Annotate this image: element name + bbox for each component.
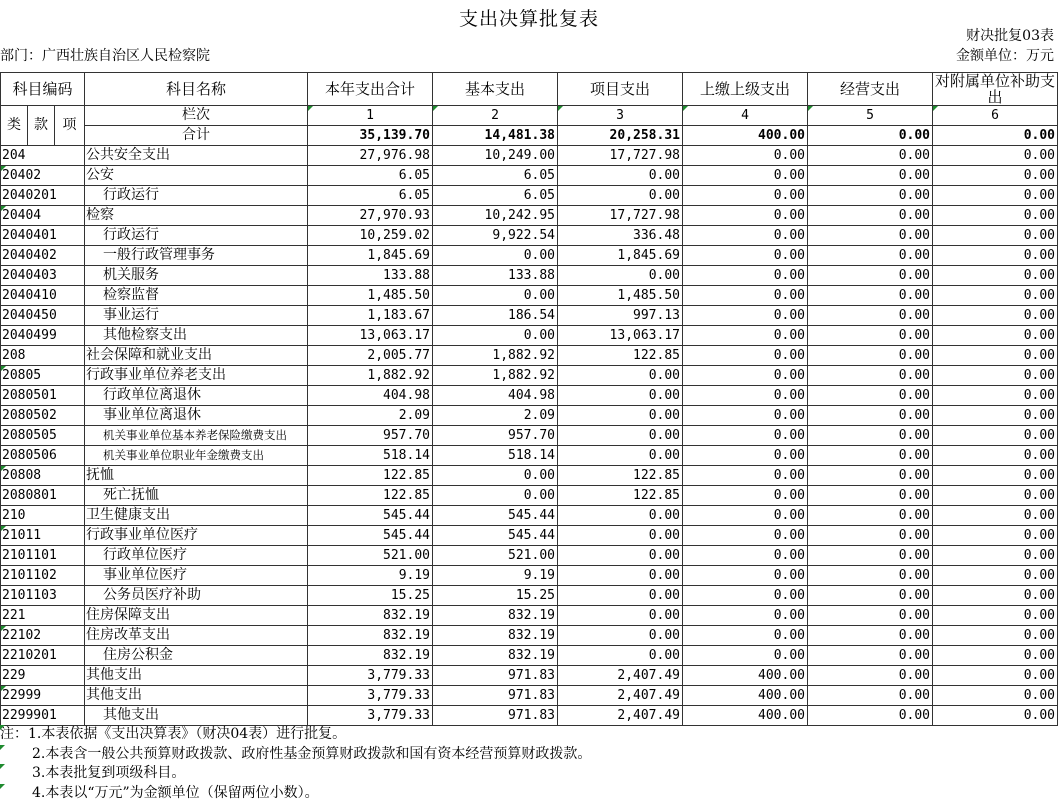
- table-row: [1, 166, 1058, 186]
- form-number: 财决批复03表: [966, 28, 1054, 44]
- row-value-col-1: 3,779.33: [308, 666, 433, 686]
- row-code: 2210201: [1, 646, 85, 666]
- row-value-col-5: 0.00: [808, 246, 933, 266]
- row-value-col-3: 122.85: [558, 346, 683, 366]
- table-row: [1, 526, 1058, 546]
- row-value-col-3: 0.00: [558, 626, 683, 646]
- row-value-col-5: 0.00: [808, 686, 933, 706]
- header-col-2: 基本支出: [433, 73, 558, 106]
- row-value-col-3: 13,063.17: [558, 326, 683, 346]
- row-value-col-5: 0.00: [808, 606, 933, 626]
- table-row: [1, 586, 1058, 606]
- lanci-label: 栏次: [85, 106, 308, 126]
- row-name: 公共安全支出: [85, 146, 308, 166]
- row-value-col-5: 0.00: [808, 146, 933, 166]
- table-row: [1, 546, 1058, 566]
- row-code: 229: [1, 666, 85, 686]
- row-value-col-1: 2,005.77: [308, 346, 433, 366]
- row-code: 21011: [1, 526, 85, 546]
- row-name: 其他支出: [85, 706, 308, 726]
- lanci-row: [1, 106, 1058, 126]
- row-name: 事业运行: [85, 306, 308, 326]
- table-row: [1, 466, 1058, 486]
- header-xiang: 项: [55, 106, 85, 146]
- header-col-3: 项目支出: [558, 73, 683, 106]
- row-code: 20404: [1, 206, 85, 226]
- row-value-col-4: 0.00: [683, 366, 808, 386]
- table-row: [1, 606, 1058, 626]
- row-value-col-1: 15.25: [308, 586, 433, 606]
- total-row: [1, 126, 1058, 146]
- row-value-col-5: 0.00: [808, 386, 933, 406]
- row-value-col-1: 6.05: [308, 166, 433, 186]
- row-code: 22102: [1, 626, 85, 646]
- row-value-col-2: 957.70: [433, 426, 558, 446]
- table-row: [1, 566, 1058, 586]
- row-code: 210: [1, 506, 85, 526]
- row-value-col-4: 0.00: [683, 586, 808, 606]
- table-row: [1, 226, 1058, 246]
- row-value-col-1: 1,882.92: [308, 366, 433, 386]
- row-value-col-2: 2.09: [433, 406, 558, 426]
- row-value-col-5: 0.00: [808, 286, 933, 306]
- row-name: 其他检察支出: [85, 326, 308, 346]
- row-value-col-5: 0.00: [808, 306, 933, 326]
- row-value-col-6: 0.00: [933, 166, 1058, 186]
- header-code: 科目编码: [1, 73, 85, 106]
- row-value-col-1: 133.88: [308, 266, 433, 286]
- row-code: 2040401: [1, 226, 85, 246]
- total-value: 20,258.31: [558, 126, 683, 146]
- row-value-col-1: 1,485.50: [308, 286, 433, 306]
- row-value-col-3: 0.00: [558, 606, 683, 626]
- row-value-col-2: 404.98: [433, 386, 558, 406]
- row-value-col-5: 0.00: [808, 586, 933, 606]
- row-value-col-4: 0.00: [683, 626, 808, 646]
- row-value-col-5: 0.00: [808, 366, 933, 386]
- row-value-col-2: 971.83: [433, 706, 558, 726]
- header-col-5: 经营支出: [808, 73, 933, 106]
- notes: [0, 725, 591, 803]
- row-value-col-6: 0.00: [933, 706, 1058, 726]
- row-value-col-2: 0.00: [433, 246, 558, 266]
- row-value-col-3: 0.00: [558, 426, 683, 446]
- row-value-col-3: 0.00: [558, 566, 683, 586]
- unit-label: 金额单位：万元: [956, 48, 1054, 64]
- row-value-col-1: 122.85: [308, 486, 433, 506]
- row-value-col-2: 518.14: [433, 446, 558, 466]
- row-value-col-1: 10,259.02: [308, 226, 433, 246]
- row-value-col-4: 0.00: [683, 466, 808, 486]
- row-value-col-3: 0.00: [558, 186, 683, 206]
- row-value-col-1: 832.19: [308, 646, 433, 666]
- row-value-col-3: 0.00: [558, 386, 683, 406]
- row-value-col-1: 545.44: [308, 506, 433, 526]
- row-code: 2040402: [1, 246, 85, 266]
- row-name: 卫生健康支出: [85, 506, 308, 526]
- department-label: 部门：广西壮族自治区人民检察院: [0, 48, 210, 64]
- row-value-col-4: 0.00: [683, 226, 808, 246]
- row-value-col-5: 0.00: [808, 486, 933, 506]
- row-value-col-4: 0.00: [683, 506, 808, 526]
- row-value-col-4: 0.00: [683, 406, 808, 426]
- row-value-col-2: 832.19: [433, 646, 558, 666]
- row-value-col-2: 971.83: [433, 666, 558, 686]
- row-name: 检察: [85, 206, 308, 226]
- row-value-col-2: 6.05: [433, 186, 558, 206]
- row-value-col-4: 0.00: [683, 306, 808, 326]
- row-value-col-4: 0.00: [683, 266, 808, 286]
- row-value-col-1: 9.19: [308, 566, 433, 586]
- row-value-col-3: 1,485.50: [558, 286, 683, 306]
- row-value-col-5: 0.00: [808, 346, 933, 366]
- row-value-col-6: 0.00: [933, 406, 1058, 426]
- row-code: 2101103: [1, 586, 85, 606]
- row-value-col-3: 17,727.98: [558, 146, 683, 166]
- row-value-col-1: 957.70: [308, 426, 433, 446]
- row-name: 事业单位离退休: [85, 406, 308, 426]
- total-value: 35,139.70: [308, 126, 433, 146]
- row-value-col-2: 832.19: [433, 606, 558, 626]
- row-code: 2040201: [1, 186, 85, 206]
- row-value-col-6: 0.00: [933, 526, 1058, 546]
- row-value-col-5: 0.00: [808, 406, 933, 426]
- row-value-col-3: 2,407.49: [558, 706, 683, 726]
- row-value-col-5: 0.00: [808, 446, 933, 466]
- row-value-col-3: 0.00: [558, 506, 683, 526]
- row-name: 死亡抚恤: [85, 486, 308, 506]
- row-value-col-6: 0.00: [933, 466, 1058, 486]
- row-value-col-1: 1,183.67: [308, 306, 433, 326]
- row-code: 2040403: [1, 266, 85, 286]
- row-value-col-3: 0.00: [558, 166, 683, 186]
- row-value-col-2: 0.00: [433, 486, 558, 506]
- row-value-col-6: 0.00: [933, 366, 1058, 386]
- row-code: 20808: [1, 466, 85, 486]
- row-value-col-3: 0.00: [558, 406, 683, 426]
- row-name: 行政事业单位医疗: [85, 526, 308, 546]
- table-row: [1, 646, 1058, 666]
- row-value-col-3: 336.48: [558, 226, 683, 246]
- row-value-col-4: 0.00: [683, 246, 808, 266]
- table-row: [1, 446, 1058, 466]
- row-value-col-4: 0.00: [683, 326, 808, 346]
- row-value-col-3: 0.00: [558, 526, 683, 546]
- row-name: 行政运行: [85, 226, 308, 246]
- header-col-1: 本年支出合计: [308, 73, 433, 106]
- row-value-col-5: 0.00: [808, 706, 933, 726]
- row-value-col-4: 0.00: [683, 166, 808, 186]
- row-value-col-3: 0.00: [558, 646, 683, 666]
- row-value-col-1: 122.85: [308, 466, 433, 486]
- row-value-col-5: 0.00: [808, 326, 933, 346]
- row-name: 事业单位医疗: [85, 566, 308, 586]
- total-value: 0.00: [933, 126, 1058, 146]
- row-value-col-2: 521.00: [433, 546, 558, 566]
- row-value-col-2: 10,242.95: [433, 206, 558, 226]
- row-value-col-4: 0.00: [683, 526, 808, 546]
- row-value-col-2: 0.00: [433, 326, 558, 346]
- row-value-col-5: 0.00: [808, 646, 933, 666]
- row-code: 2040450: [1, 306, 85, 326]
- row-value-col-2: 9,922.54: [433, 226, 558, 246]
- row-code: 2080501: [1, 386, 85, 406]
- row-value-col-1: 404.98: [308, 386, 433, 406]
- row-value-col-6: 0.00: [933, 206, 1058, 226]
- row-value-col-5: 0.00: [808, 166, 933, 186]
- row-name: 公务员医疗补助: [85, 586, 308, 606]
- row-name: 住房改革支出: [85, 626, 308, 646]
- row-name: 行政单位医疗: [85, 546, 308, 566]
- row-value-col-6: 0.00: [933, 226, 1058, 246]
- row-code: 20805: [1, 366, 85, 386]
- row-value-col-1: 832.19: [308, 606, 433, 626]
- total-value: 14,481.38: [433, 126, 558, 146]
- total-value: 0.00: [808, 126, 933, 146]
- table-row: [1, 366, 1058, 386]
- row-value-col-5: 0.00: [808, 226, 933, 246]
- row-value-col-2: 10,249.00: [433, 146, 558, 166]
- table-row: [1, 486, 1058, 506]
- row-value-col-5: 0.00: [808, 506, 933, 526]
- row-value-col-1: 2.09: [308, 406, 433, 426]
- row-code: 208: [1, 346, 85, 366]
- row-value-col-6: 0.00: [933, 346, 1058, 366]
- table-row: [1, 326, 1058, 346]
- row-value-col-3: 0.00: [558, 266, 683, 286]
- row-value-col-6: 0.00: [933, 266, 1058, 286]
- row-value-col-4: 0.00: [683, 146, 808, 166]
- row-code: 204: [1, 146, 85, 166]
- table-row: [1, 426, 1058, 446]
- row-code: 2040499: [1, 326, 85, 346]
- row-value-col-1: 27,976.98: [308, 146, 433, 166]
- row-value-col-6: 0.00: [933, 646, 1058, 666]
- row-value-col-3: 0.00: [558, 366, 683, 386]
- row-value-col-2: 133.88: [433, 266, 558, 286]
- row-value-col-2: 186.54: [433, 306, 558, 326]
- table-row: [1, 146, 1058, 166]
- row-value-col-2: 15.25: [433, 586, 558, 606]
- row-name: 机关事业单位基本养老保险缴费支出: [85, 426, 308, 446]
- row-value-col-4: 0.00: [683, 386, 808, 406]
- row-value-col-6: 0.00: [933, 546, 1058, 566]
- row-value-col-6: 0.00: [933, 446, 1058, 466]
- row-value-col-4: 0.00: [683, 186, 808, 206]
- row-value-col-6: 0.00: [933, 186, 1058, 206]
- header-col-4: 上缴上级支出: [683, 73, 808, 106]
- row-value-col-4: 0.00: [683, 486, 808, 506]
- row-value-col-2: 1,882.92: [433, 346, 558, 366]
- row-value-col-2: 1,882.92: [433, 366, 558, 386]
- col-number-5: 5: [808, 106, 933, 126]
- row-value-col-3: 2,407.49: [558, 666, 683, 686]
- row-code: 2080502: [1, 406, 85, 426]
- table-row: [1, 186, 1058, 206]
- row-code: 22999: [1, 686, 85, 706]
- row-name: 其他支出: [85, 686, 308, 706]
- row-value-col-4: 0.00: [683, 566, 808, 586]
- row-value-col-5: 0.00: [808, 266, 933, 286]
- row-value-col-1: 13,063.17: [308, 326, 433, 346]
- row-value-col-1: 3,779.33: [308, 686, 433, 706]
- table-row: [1, 686, 1058, 706]
- row-name: 一般行政管理事务: [85, 246, 308, 266]
- row-value-col-1: 27,970.93: [308, 206, 433, 226]
- row-value-col-6: 0.00: [933, 566, 1058, 586]
- note-1: 注：1.本表依据《支出决算表》（财决04表）进行批复。: [0, 725, 591, 745]
- note-3: 3.本表批复到项级科目。: [0, 764, 591, 784]
- row-value-col-6: 0.00: [933, 506, 1058, 526]
- total-label: 合计: [85, 126, 308, 146]
- table-row: [1, 286, 1058, 306]
- table-row: [1, 346, 1058, 366]
- row-value-col-4: 0.00: [683, 206, 808, 226]
- header-lei: 类: [1, 106, 28, 146]
- row-value-col-1: 545.44: [308, 526, 433, 546]
- row-value-col-3: 0.00: [558, 446, 683, 466]
- header-name: 科目名称: [85, 73, 308, 106]
- col-number-4: 4: [683, 106, 808, 126]
- header-row: [1, 73, 1058, 106]
- row-name: 检察监督: [85, 286, 308, 306]
- table-row: [1, 666, 1058, 686]
- expenditure-table: [0, 72, 1058, 726]
- row-value-col-6: 0.00: [933, 246, 1058, 266]
- row-name: 社会保障和就业支出: [85, 346, 308, 366]
- row-code: 2040410: [1, 286, 85, 306]
- row-value-col-4: 400.00: [683, 666, 808, 686]
- row-name: 行政运行: [85, 186, 308, 206]
- row-value-col-4: 400.00: [683, 706, 808, 726]
- row-code: 2299901: [1, 706, 85, 726]
- row-value-col-4: 400.00: [683, 686, 808, 706]
- table-row: [1, 246, 1058, 266]
- row-value-col-5: 0.00: [808, 526, 933, 546]
- row-value-col-6: 0.00: [933, 586, 1058, 606]
- row-value-col-6: 0.00: [933, 426, 1058, 446]
- row-value-col-4: 0.00: [683, 546, 808, 566]
- row-value-col-2: 6.05: [433, 166, 558, 186]
- row-value-col-4: 0.00: [683, 426, 808, 446]
- col-number-2: 2: [433, 106, 558, 126]
- row-value-col-4: 0.00: [683, 286, 808, 306]
- row-value-col-3: 0.00: [558, 546, 683, 566]
- row-code: 2080801: [1, 486, 85, 506]
- row-name: 住房公积金: [85, 646, 308, 666]
- row-value-col-3: 2,407.49: [558, 686, 683, 706]
- row-value-col-6: 0.00: [933, 286, 1058, 306]
- row-value-col-2: 545.44: [433, 506, 558, 526]
- row-value-col-1: 521.00: [308, 546, 433, 566]
- row-value-col-2: 0.00: [433, 466, 558, 486]
- row-value-col-6: 0.00: [933, 626, 1058, 646]
- table-row: [1, 206, 1058, 226]
- header-kuan: 款: [28, 106, 55, 146]
- col-number-6: 6: [933, 106, 1058, 126]
- row-value-col-5: 0.00: [808, 186, 933, 206]
- page-title: 支出决算批复表: [458, 8, 599, 30]
- note-2: 2.本表含一般公共预算财政拨款、政府性基金预算财政拨款和国有资本经营预算财政拨款。: [0, 745, 591, 765]
- row-value-col-1: 3,779.33: [308, 706, 433, 726]
- row-value-col-3: 0.00: [558, 586, 683, 606]
- col-number-1: 1: [308, 106, 433, 126]
- note-4: 4.本表以“万元”为金额单位（保留两位小数）。: [0, 784, 591, 803]
- row-name: 机关服务: [85, 266, 308, 286]
- table-row: [1, 306, 1058, 326]
- row-code: 2101101: [1, 546, 85, 566]
- row-value-col-2: 9.19: [433, 566, 558, 586]
- row-code: 2080506: [1, 446, 85, 466]
- row-code: 2080505: [1, 426, 85, 446]
- row-value-col-5: 0.00: [808, 206, 933, 226]
- row-value-col-6: 0.00: [933, 666, 1058, 686]
- row-value-col-4: 0.00: [683, 646, 808, 666]
- row-value-col-6: 0.00: [933, 606, 1058, 626]
- row-value-col-2: 832.19: [433, 626, 558, 646]
- table-row: [1, 626, 1058, 646]
- row-value-col-2: 971.83: [433, 686, 558, 706]
- row-name: 行政事业单位养老支出: [85, 366, 308, 386]
- row-name: 公安: [85, 166, 308, 186]
- header-col-6: 对附属单位补助支出: [933, 73, 1058, 106]
- row-value-col-3: 17,727.98: [558, 206, 683, 226]
- row-name: 行政单位离退休: [85, 386, 308, 406]
- row-value-col-5: 0.00: [808, 566, 933, 586]
- row-code: 2101102: [1, 566, 85, 586]
- col-number-3: 3: [558, 106, 683, 126]
- row-code: 221: [1, 606, 85, 626]
- row-value-col-4: 0.00: [683, 606, 808, 626]
- row-value-col-2: 545.44: [433, 526, 558, 546]
- row-value-col-5: 0.00: [808, 546, 933, 566]
- row-value-col-6: 0.00: [933, 306, 1058, 326]
- row-name: 机关事业单位职业年金缴费支出: [85, 446, 308, 466]
- row-value-col-5: 0.00: [808, 426, 933, 446]
- row-value-col-6: 0.00: [933, 326, 1058, 346]
- row-name: 其他支出: [85, 666, 308, 686]
- row-value-col-6: 0.00: [933, 146, 1058, 166]
- row-value-col-6: 0.00: [933, 486, 1058, 506]
- row-value-col-5: 0.00: [808, 666, 933, 686]
- row-value-col-5: 0.00: [808, 626, 933, 646]
- table-row: [1, 266, 1058, 286]
- row-value-col-1: 518.14: [308, 446, 433, 466]
- row-value-col-2: 0.00: [433, 286, 558, 306]
- row-value-col-4: 0.00: [683, 346, 808, 366]
- table-row: [1, 706, 1058, 726]
- row-value-col-3: 122.85: [558, 486, 683, 506]
- row-value-col-6: 0.00: [933, 386, 1058, 406]
- row-value-col-3: 1,845.69: [558, 246, 683, 266]
- row-name: 住房保障支出: [85, 606, 308, 626]
- row-value-col-1: 6.05: [308, 186, 433, 206]
- row-value-col-5: 0.00: [808, 466, 933, 486]
- total-value: 400.00: [683, 126, 808, 146]
- row-code: 20402: [1, 166, 85, 186]
- row-value-col-1: 1,845.69: [308, 246, 433, 266]
- row-value-col-4: 0.00: [683, 446, 808, 466]
- row-name: 抚恤: [85, 466, 308, 486]
- table-row: [1, 406, 1058, 426]
- table-row: [1, 506, 1058, 526]
- row-value-col-3: 122.85: [558, 466, 683, 486]
- row-value-col-3: 997.13: [558, 306, 683, 326]
- row-value-col-6: 0.00: [933, 686, 1058, 706]
- row-value-col-1: 832.19: [308, 626, 433, 646]
- table-row: [1, 386, 1058, 406]
